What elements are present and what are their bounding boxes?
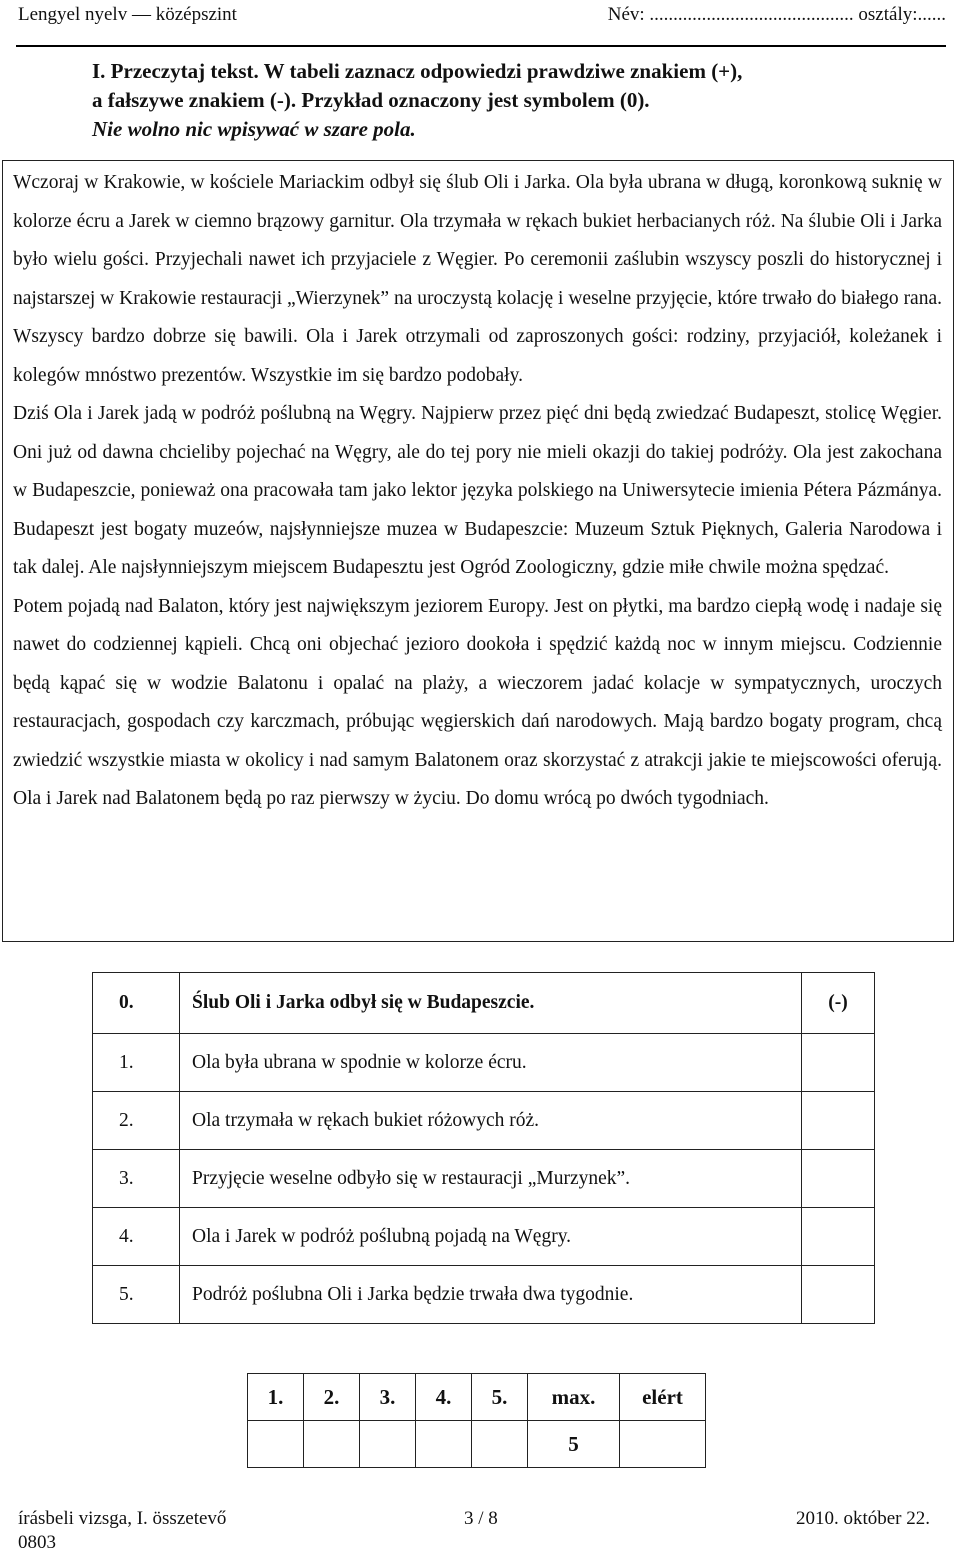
answer-cell[interactable]: [802, 1266, 875, 1324]
score-cell[interactable]: [304, 1421, 360, 1468]
score-value-row: [248, 1421, 706, 1468]
question-text: Przyjęcie weselne odbyło się w restauracji „Murzynek”.: [180, 1150, 802, 1208]
score-header: 2.: [304, 1374, 360, 1421]
answer-cell[interactable]: [802, 1092, 875, 1150]
question-row: [93, 1150, 875, 1208]
page-header: [16, 4, 946, 32]
answer-cell[interactable]: [802, 1150, 875, 1208]
question-number: 2.: [93, 1092, 180, 1150]
question-number: 3.: [93, 1150, 180, 1208]
footer-page-number: 3 / 8: [464, 1508, 498, 1529]
instruction-line-1: I. Przeczytaj tekst. W tabeli zaznacz odpowiedzi prawdziwe znakiem (+),: [92, 59, 743, 83]
answer-cell[interactable]: [802, 1034, 875, 1092]
score-cell[interactable]: [472, 1421, 528, 1468]
task-instructions: [92, 57, 942, 144]
footer-exam-part: írásbeli vizsga, I. összetevő: [18, 1508, 227, 1529]
score-header-row: [248, 1374, 706, 1421]
question-number: 4.: [93, 1208, 180, 1266]
score-cell[interactable]: [360, 1421, 416, 1468]
score-header-max: max.: [528, 1374, 620, 1421]
question-row: [93, 1266, 875, 1324]
question-number: 0.: [93, 973, 180, 1034]
answer-cell[interactable]: [802, 1208, 875, 1266]
questions-table: [92, 972, 875, 1324]
question-row: [93, 1034, 875, 1092]
answer-cell: (-): [802, 973, 875, 1034]
score-header: 1.: [248, 1374, 304, 1421]
score-header: 4.: [416, 1374, 472, 1421]
instruction-line-3: Nie wolno nic wpisywać w szare pola.: [92, 117, 416, 141]
score-header: 5.: [472, 1374, 528, 1421]
text-paragraph-3: Potem pojadą nad Balaton, który jest największym jeziorem Europy. Jest on płytki, ma bardzo ciepłą wodę i nadaje się nawet do codziennej kąpieli. Chcą oni objechać jezioro dookoła i spędzić każdą noc w innym miejscu. Codziennie będą kąpać się w wodzie Balatonu i opalać na plaży, a wieczorem jadać kolacje w sympatycznych, uroczych restauracjach, gospodach czy karczmach, próbując węgierskich dań narodowych. Mają bardzo bogaty program, chcą zwiedzić wszystkie miasta w okolicy i nad samym Balatonem oraz skorzystać z atrakcji jakie te miejscowości oferują. Ola i Jarek nad Balatonem będą po raz pierwszy w życiu. Do domu wrócą po dwóch tygodniach.: [13, 595, 942, 809]
score-max-value: 5: [528, 1421, 620, 1468]
footer-code: 0803: [18, 1532, 56, 1553]
question-number: 5.: [93, 1266, 180, 1324]
question-row: [93, 1208, 875, 1266]
question-row-example: [93, 973, 875, 1034]
text-paragraph-2: Dziś Ola i Jarek jadą w podróż poślubną na Węgry. Najpierw przez pięć dni będą zwiedzać Budapeszt, stolicę Węgier. Oni już od dawna chcieliby pojechać na Węgry, ale do tej pory nie mieli okazji do takiej podróży. Ola jest zakochana w Budapeszcie, ponieważ ona pracowała tam jako lektor języka polskiego na Uniwersytecie imienia Pétera Pázmánya. Budapeszt jest bogaty muzeów, najsłynniejsze muzea w Budapeszcie: Muzeum Sztuk Pięknych, Galeria Narodowa i tak dalej. Ale najsłynniejszym miejscem Budapesztu jest Ogród Zoologiczny, gdzie miłe chwile można spędzać.: [13, 403, 942, 578]
question-number: 1.: [93, 1034, 180, 1092]
header-rule: [16, 45, 946, 47]
question-text: Ola trzymała w rękach bukiet różowych róż.: [180, 1092, 802, 1150]
question-text: Ola i Jarek w podróż poślubną pojadą na Węgry.: [180, 1208, 802, 1266]
question-text: Ola była ubrana w spodnie w kolorze écru.: [180, 1034, 802, 1092]
question-text: Podróż poślubna Oli i Jarka będzie trwała dwa tygodnie.: [180, 1266, 802, 1324]
score-achieved-cell[interactable]: [620, 1421, 706, 1468]
question-row: [93, 1092, 875, 1150]
header-name-class: Név: ........................................... osztály:......: [607, 4, 946, 25]
text-paragraph-1: Wczoraj w Krakowie, w kościele Mariackim odbył się ślub Oli i Jarka. Ola była ubrana w długą, koronkową suknię w kolorze écru a Jarek w ciemno brązowy garnitur. Ola trzymała w rękach bukiet herbacianych róż. Na ślubie Oli i Jarka było wielu gości. Przyjechali nawet ich przyjaciele z Węgier. Po ceremonii zaślubin wszyscy poszli do historycznej i najstarszej w Krakowie restauracji „Wierzynek” na uroczystą kolację i weselne przyjęcie, które trwało do białego rana. Wszyscy bardzo dobrze się bawili. Ola i Jarek otrzymali od zaproszonych gości: rodziny, przyjaciół, koleżanek i kolegów mnóstwo prezentów. Wszystkie im się bardzo podobały.: [13, 172, 942, 386]
header-subject: Lengyel nyelv — középszint: [18, 4, 237, 25]
footer-date: 2010. október 22.: [795, 1508, 930, 1529]
score-header: 3.: [360, 1374, 416, 1421]
instruction-line-2: a fałszywe znakiem (-). Przykład oznaczony jest symbolem (0).: [92, 88, 650, 112]
score-cell[interactable]: [248, 1421, 304, 1468]
question-text: Ślub Oli i Jarka odbył się w Budapeszcie.: [180, 973, 802, 1034]
reading-text-box: [2, 160, 954, 942]
score-header-achieved: elért: [620, 1374, 706, 1421]
score-cell[interactable]: [416, 1421, 472, 1468]
score-table: [247, 1373, 706, 1468]
